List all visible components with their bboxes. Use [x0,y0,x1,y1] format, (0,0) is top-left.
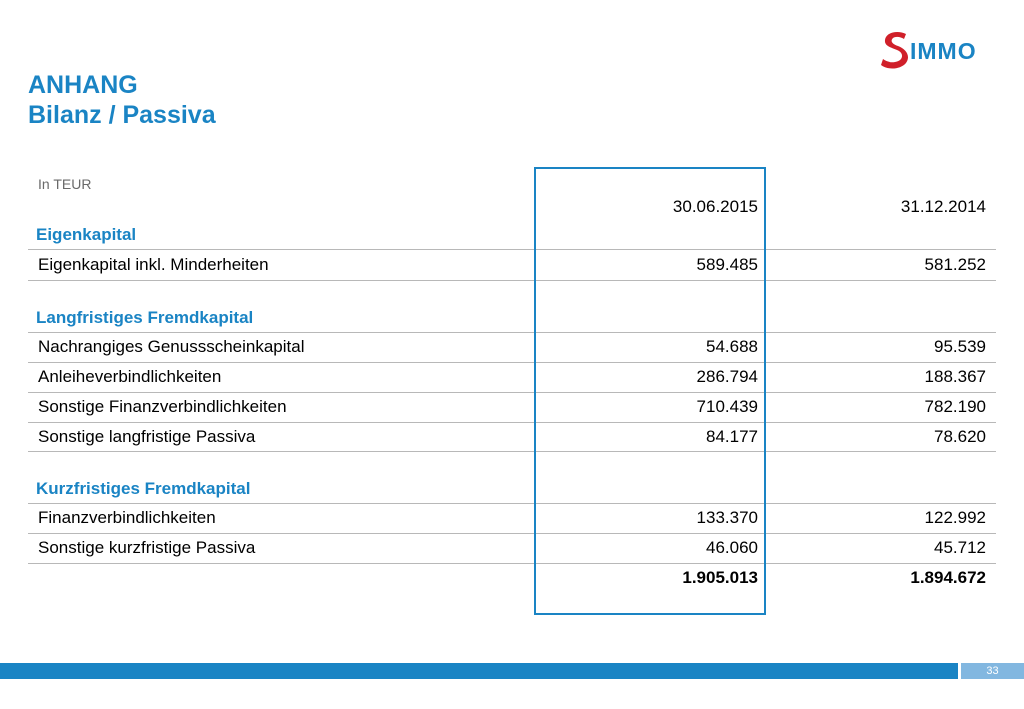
page-title [28,70,216,130]
row-value-2014: 581.252 [924,255,986,274]
row-value-2014: 95.539 [934,337,986,356]
table-row [28,333,996,362]
row-label: Sonstige Finanzverbindlichkeiten [38,397,287,416]
total-value-2015: 1.905.013 [682,568,758,587]
row-value-2014: 188.367 [924,367,986,386]
section-title-langfristig: Langfristiges Fremdkapital [36,308,254,327]
row-value-2014: 78.620 [934,427,986,446]
divider [28,249,996,250]
row-label: Anleiheverbindlichkeiten [38,367,222,386]
title-line-1: ANHANG [28,71,138,99]
row-value-2015: 589.485 [696,255,758,274]
row-label: Sonstige kurzfristige Passiva [38,538,256,557]
row-label: Sonstige langfristige Passiva [38,427,256,446]
section-title-kurzfristig: Kurzfristiges Fremdkapital [36,479,251,498]
s-logo-icon [880,28,912,72]
column-header-2015: 30.06.2015 [672,197,758,216]
page-number: 33 [961,663,1024,679]
divider [28,280,996,281]
table-row [28,504,996,533]
footer-bar [0,663,958,679]
row-label: Eigenkapital inkl. Minderheiten [38,255,269,274]
row-value-2014: 45.712 [934,538,986,557]
row-label: Nachrangiges Genussscheinkapital [38,337,305,356]
total-row [28,564,996,593]
title-line-2: Bilanz / Passiva [28,101,216,129]
table-row [28,534,996,563]
section-title-eigenkapital: Eigenkapital [36,225,137,244]
row-label: Finanzverbindlichkeiten [38,508,216,527]
total-value-2014: 1.894.672 [910,568,986,587]
row-value-2015: 133.370 [696,508,758,527]
table-row [28,363,996,392]
row-value-2015: 46.060 [706,538,758,557]
row-value-2015: 54.688 [706,337,758,356]
divider [28,451,996,452]
row-value-2014: 782.190 [924,397,986,416]
row-value-2015: 710.439 [696,397,758,416]
table-row [28,393,996,422]
column-header-2014: 31.12.2014 [900,197,986,216]
unit-label: In TEUR [38,176,92,192]
row-value-2014: 122.992 [924,508,986,527]
row-value-2015: 286.794 [696,367,758,386]
row-value-2015: 84.177 [706,427,758,446]
logo-text: IMMO [910,38,977,64]
s-immo-logo [880,28,1000,72]
table-row [28,423,996,452]
table-row [28,251,996,280]
